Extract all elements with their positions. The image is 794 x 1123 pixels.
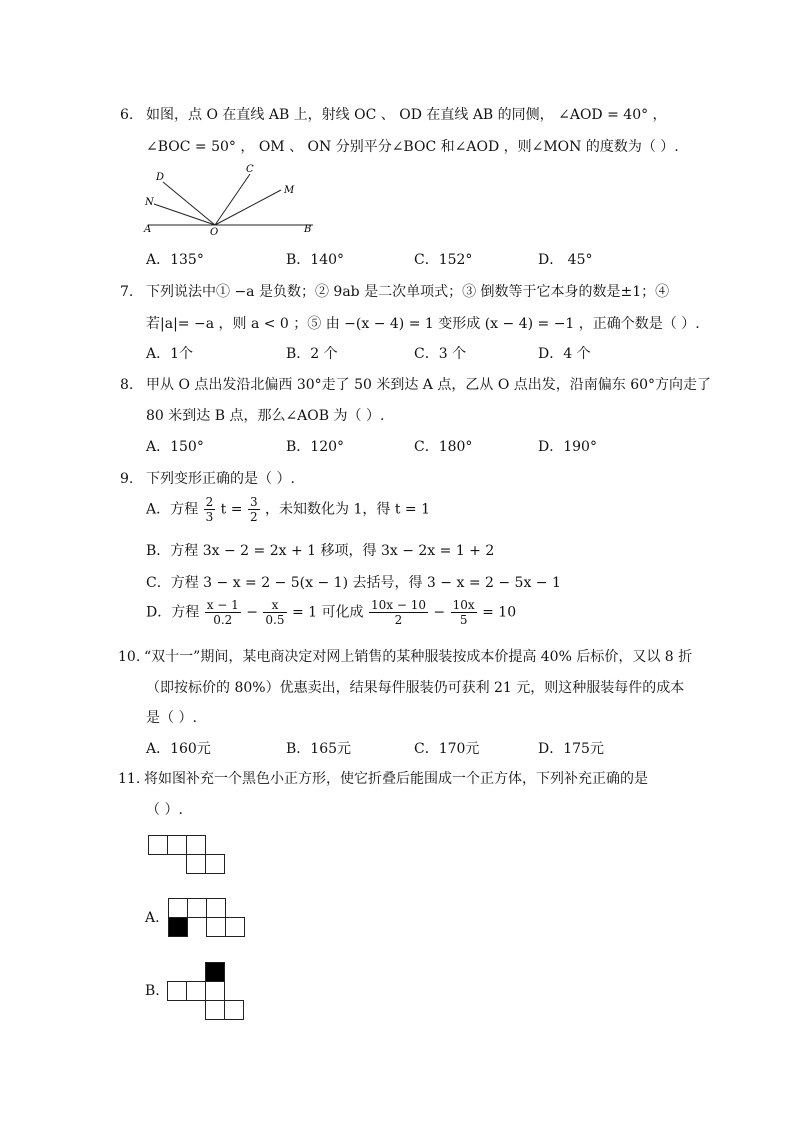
q6-angle-figure xyxy=(138,160,328,240)
net-cell xyxy=(167,835,187,855)
q10-line2: （即按标价的 80%）优惠卖出，结果每件服装仍可获利 21 元，则这种服装每件的成本 xyxy=(146,680,685,696)
q9-option-d: D．方程 $\frac{x - 1}{0.2}$ − $\frac{x}{0.5}$ = 1 可化成 $\frac{10x - 10}{2}$ − $\frac{10x}{5}$ = 10 xyxy=(146,598,517,627)
q11-line2: （ ）. xyxy=(146,802,183,818)
q6-text1: 如图，点 O 在直线 AB 上，射线 OC 、 OD 在直线 AB 的同侧， ∠AOD = 40° ， xyxy=(146,107,667,123)
label-B: B xyxy=(304,224,312,235)
fraction: $\frac{x}{0.5}$ xyxy=(265,598,285,627)
q8-option-d: D．190° xyxy=(538,439,597,455)
q6-option-a: A．135° xyxy=(146,252,204,268)
q9-number: 9. xyxy=(120,471,134,487)
net-cell xyxy=(167,981,187,1001)
q8-option-a: A．150° xyxy=(146,439,204,455)
q10-line3: 是（ ）. xyxy=(146,710,197,726)
q6-line1 xyxy=(120,104,667,124)
fraction: $\frac{10x - 10}{2}$ xyxy=(370,598,426,627)
q9-option-a: A．方程 $\frac{2}{3}$ t = $\frac{3}{2}$ ，未知数化为 1，得 t = 1 xyxy=(146,495,431,524)
q11-option-a-label: A. xyxy=(145,910,160,926)
q8-option-b: B．120° xyxy=(286,439,345,455)
net-cell xyxy=(206,917,226,937)
net-cell xyxy=(205,854,225,874)
q10-line1 xyxy=(118,646,692,666)
q10-option-c: C．170元 xyxy=(414,741,480,757)
label-O: O xyxy=(210,227,219,238)
q10-option-d: D．175元 xyxy=(538,741,604,757)
fraction: $\frac{x - 1}{0.2}$ xyxy=(206,598,239,627)
net-cell xyxy=(186,835,206,855)
fraction: $\frac{3}{2}$ xyxy=(249,495,258,524)
net-cell xyxy=(187,898,207,918)
q7-option-a: A．1个 xyxy=(146,346,194,362)
q10-option-a: A．160元 xyxy=(146,741,211,757)
fraction: $\frac{2}{3}$ xyxy=(205,495,214,524)
q8-line2: 80 米到达 B 点，那么∠AOB 为（ ）. xyxy=(146,408,385,424)
q10-text1: “双十一”期间，某电商决定对网上销售的某种服装按成本价提高 40% 后标价，又以 8 折 xyxy=(144,649,693,665)
net-cell xyxy=(205,981,225,1001)
q6-option-c: C．152° xyxy=(414,252,473,268)
label-M: M xyxy=(284,185,295,196)
q6-option-d: D． 45° xyxy=(538,252,593,268)
q7-text1: 下列说法中① −a 是负数；② 9ab 是二次单项式；③ 倒数等于它本身的数是±1；④ xyxy=(146,284,670,300)
q6-line2: ∠BOC = 50° ， OM 、 ON 分别平分∠BOC 和∠AOD ，则∠MON 的度数为（ ）. xyxy=(146,139,679,155)
net-cell xyxy=(186,854,206,874)
net-cell xyxy=(148,835,168,855)
fraction: $\frac{10x}{5}$ xyxy=(452,598,475,627)
q7-line2: 若|a|= −a ，则 a < 0 ；⑤ 由 −(x − 4) = 1 变形成 (x − 4) = −1 ，正确个数是（ ）. xyxy=(146,316,700,332)
q7-line1 xyxy=(120,281,669,301)
net-cell xyxy=(186,981,206,1001)
label-C: C xyxy=(246,164,254,175)
q7-option-c: C．3 个 xyxy=(414,346,467,362)
q8-option-c: C．180° xyxy=(414,439,473,455)
q7-option-d: D．4 个 xyxy=(538,346,591,362)
label-N: N xyxy=(145,197,154,208)
label-A: A xyxy=(144,224,152,235)
net-cell xyxy=(206,898,226,918)
q10-option-b: B．165元 xyxy=(286,741,352,757)
net-cell xyxy=(225,917,245,937)
q9-line1 xyxy=(120,468,295,488)
q9-option-c: C．方程 3 − x = 2 − 5(x − 1) 去括号，得 3 − x = 2 − 5x − 1 xyxy=(146,575,561,591)
label-D: D xyxy=(156,172,165,183)
net-cell xyxy=(168,898,188,918)
q7-number: 7. xyxy=(120,284,134,300)
net-cell xyxy=(224,1000,244,1020)
q6-number: 6. xyxy=(120,107,134,123)
q11-text1: 将如图补充一个黑色小正方形，使它折叠后能围成一个正方体，下列补充正确的是 xyxy=(144,771,648,787)
q9-text1: 下列变形正确的是（ ）. xyxy=(146,471,295,487)
q9-option-b: B．方程 3x − 2 = 2x + 1 移项，得 3x − 2x = 1 + 2 xyxy=(146,543,495,559)
q11-line1 xyxy=(118,768,648,788)
net-cell-black xyxy=(205,962,225,982)
net-cell xyxy=(205,1000,225,1020)
q11-number: 11. xyxy=(118,771,141,787)
q11-option-b-label: B. xyxy=(145,983,160,999)
q6-option-b: B．140° xyxy=(286,252,345,268)
q8-text1: 甲从 O 点出发沿北偏西 30°走了 50 米到达 A 点，乙从 O 点出发，沿南偏东 60°方向走了 xyxy=(146,377,712,393)
q8-line1 xyxy=(120,374,711,394)
q10-number: 10. xyxy=(118,649,141,665)
q8-number: 8. xyxy=(120,377,134,393)
q7-option-b: B．2 个 xyxy=(286,346,338,362)
net-cell-black xyxy=(168,917,188,937)
